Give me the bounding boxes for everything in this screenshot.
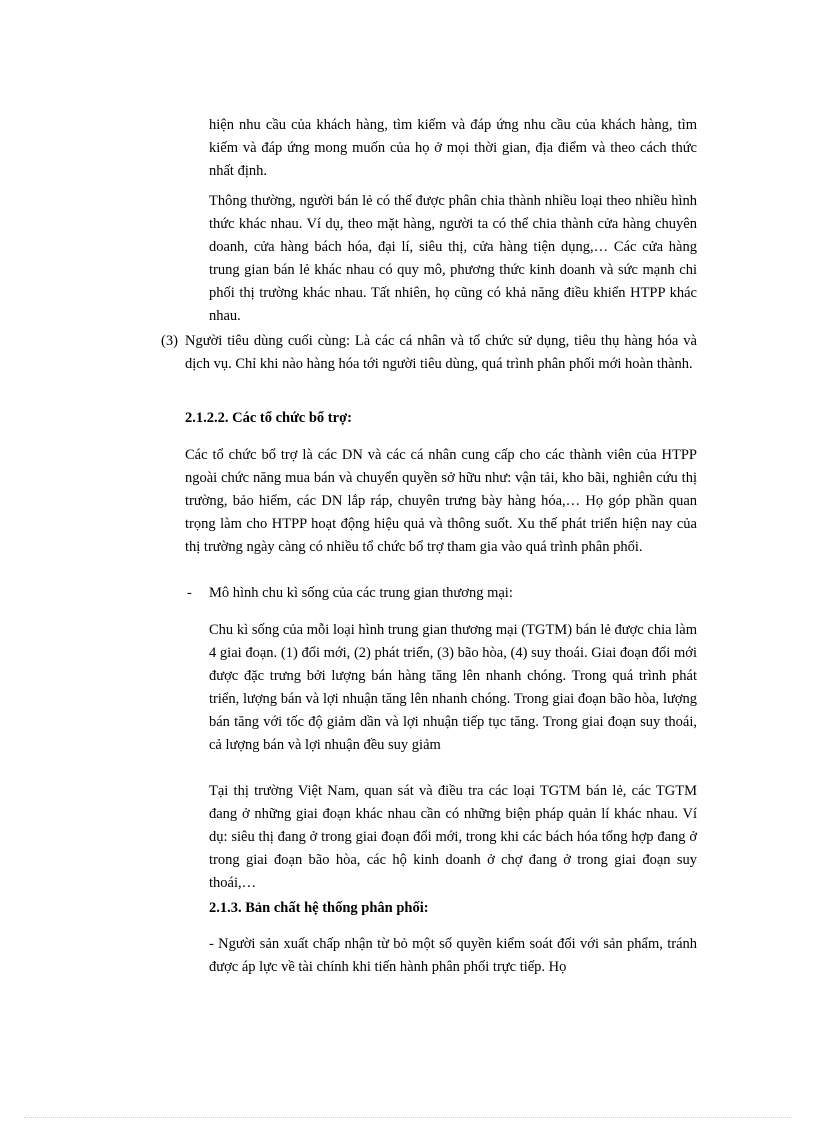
page-bottom-divider [24,1117,792,1118]
paragraph-continuation: hiện nhu cầu của khách hàng, tìm kiếm và đáp ứng nhu cầu của khách hàng, tìm kiếm và đáp ứng mong muốn của họ ở mọi thời gian, địa điểm và theo cách thức nhất định. [209,117,697,179]
bullet-lifecycle-model: Mô hình chu kì sống của các trung gian thương mại: [209,585,513,601]
paragraph-support-organizations: Các tổ chức bổ trợ là các DN và các cá nhân cung cấp cho các thành viên của HTPP ngoài chức năng mua bán và chuyển quyền sở hữu như: vận tải, kho bãi, nghiên cứu thị trường, bảo hiểm, các DN lắp ráp, chuyên trưng bày hàng hóa,… Họ góp phần quan trọng làm cho HTPP hoạt động hiệu quả và thông suốt. Xu thế phát triển hiện nay của thị trường ngày càng có nhiều tổ chức bổ trợ tham gia vào quá trình phân phối. [185,447,697,555]
paragraph-distribution-nature: - Người sản xuất chấp nhận từ bỏ một số quyền kiểm soát đối với sản phẩm, tránh được áp lực về tài chính khi tiến hành phân phối trực tiếp. Họ [209,936,697,975]
list-item-final-consumer: Người tiêu dùng cuối cùng: Là các cá nhân và tổ chức sử dụng, tiêu thụ hàng hóa và dịch vụ. Chỉ khi nào hàng hóa tới người tiêu dùng, quá trình phân phối mới hoàn thành. [185,333,697,372]
paragraph-vietnam-market: Tại thị trường Việt Nam, quan sát và điều tra các loại TGTM bán lẻ, các TGTM đang ở những giai đoạn khác nhau cần có những biện pháp quản lí khác nhau. Ví dụ: siêu thị đang ở trong giai đoạn đổi mới, trong khi các bách hóa tổng hợp đang ở trong giai đoạn bão hòa, các hộ kinh doanh ở chợ đang ở trong giai đoạn suy thoái,… [209,783,697,891]
list-marker-3: (3) [161,333,178,349]
paragraph-lifecycle: Chu kì sống của mỗi loại hình trung gian thương mại (TGTM) bán lẻ được chia làm 4 giai đoạn. (1) đổi mới, (2) phát triển, (3) bão hòa, (4) suy thoái. Giai đoạn đổi mới được đặc trưng bởi lượng bán hàng tăng lên nhanh chóng. Trong quá trình phát triển, lượng bán và lợi nhuận tăng lên nhanh chóng. Trong giai đoạn bão hòa, lượng bán tăng với tốc độ giảm dần và lợi nhuận tiếp tục tăng. Trong giai đoạn suy thoái, cả lượng bán và lợi nhuận đều suy giảm [209,622,697,753]
section-heading-2122: 2.1.2.2. Các tổ chức bổ trợ: [185,410,352,426]
paragraph-retail-types: Thông thường, người bán lẻ có thể được phân chia thành nhiều loại theo nhiều hình thức khác nhau. Ví dụ, theo mặt hàng, người ta có thể chia thành cửa hàng chuyên doanh, cửa hàng bách hóa, đại lí, siêu thị, cửa hàng tiện dụng,… Các cửa hàng trung gian bán lẻ khác nhau có quy mô, phương thức kinh doanh và sức mạnh chi phối thị trường khác nhau. Tất nhiên, họ cũng có khả năng điều khiển HTPP khác nhau. [209,193,697,324]
bullet-dash: - [187,585,192,601]
section-heading-213: 2.1.3. Bản chất hệ thống phân phối: [209,900,429,916]
